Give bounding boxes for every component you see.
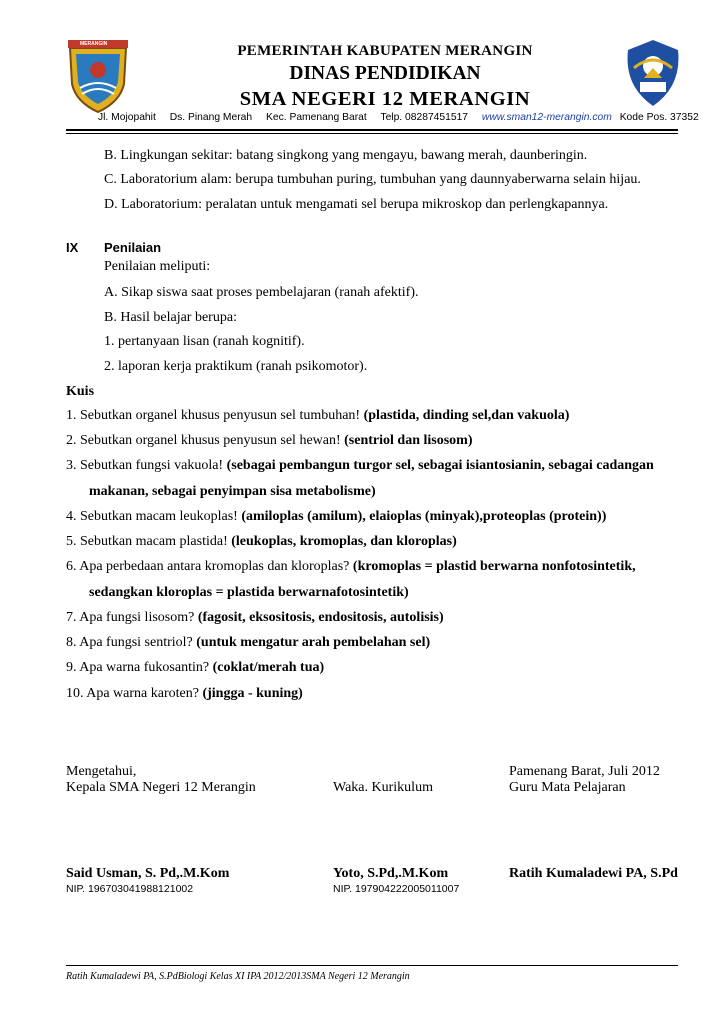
section-number: IX: [66, 240, 79, 255]
address-district: Kec. Pamenang Barat: [265, 112, 367, 123]
quiz-answer-continued: makanan, sebagai penyimpan sisa metabolisme): [89, 484, 376, 499]
quiz-answer: (sebagai pembangun turgor sel, sebagai isiantosianin, sebagai cadangan: [226, 458, 654, 473]
address-postal: Kode Pos. 37352: [619, 112, 699, 123]
website-link[interactable]: www.sman12-merangin.com: [481, 112, 612, 123]
quiz-item: [66, 559, 636, 575]
quiz-answer-continued: sedangkan kloroplas = plastida berwarnafotosintetik): [89, 585, 409, 600]
sig-right-place-date: Pamenang Barat, Juli 2012: [509, 764, 660, 779]
sig-left-nip: NIP. 196703041988121002: [66, 883, 194, 895]
quiz-answer: (jingga - kuning): [202, 686, 303, 701]
sig-middle-nip: NIP. 197904222005011007: [333, 883, 460, 895]
header-department: DINAS PENDIDIKAN: [289, 63, 481, 84]
sig-left-name: Said Usman, S. Pd,.M.Kom: [66, 866, 230, 881]
quiz-question: 4. Sebutkan macam leukoplas!: [66, 509, 242, 524]
quiz-question: 2. Sebutkan organel khusus penyusun sel hewan!: [66, 433, 345, 448]
header-government: PEMERINTAH KABUPATEN MERANGIN: [237, 43, 533, 59]
sig-left-position: Kepala SMA Negeri 12 Merangin: [66, 780, 256, 795]
page-footer: Ratih Kumaladewi PA, S.PdBiologi Kelas XI IPA 2012/2013SMA Negeri 12 Merangin: [66, 971, 410, 982]
footer-rule: [66, 965, 678, 966]
quiz-question: 10. Apa warna karoten?: [66, 686, 203, 701]
header-address: [98, 112, 710, 123]
quiz-item: [66, 660, 324, 676]
quiz-question: 7. Apa fungsi lisosom?: [66, 610, 198, 625]
quiz-item: [66, 534, 457, 550]
quiz-item: [66, 433, 472, 449]
quiz-answer: (sentriol dan lisosom): [344, 433, 473, 448]
assessment-item: A. Sikap siswa saat proses pembelajaran (ranah afektif).: [104, 285, 419, 300]
header-rule-thin: [66, 133, 678, 134]
address-street: Jl. Mojopahit: [98, 112, 156, 123]
sig-left-acknowledge: Mengetahui,: [66, 764, 137, 779]
quiz-item: [66, 458, 654, 474]
quiz-answer: (kromoplas = plastid berwarna nonfotosintetik,: [352, 559, 636, 574]
merangin-emblem-logo: [64, 38, 132, 114]
quiz-question: 6. Apa perbedaan antara kromoplas dan kloroplas?: [66, 559, 353, 574]
quiz-question: 3. Sebutkan fungsi vakuola!: [66, 458, 227, 473]
section-title: Penilaian: [104, 240, 162, 255]
tut-wuri-handayani-logo: [622, 38, 684, 108]
quiz-answer: (fagosit, eksositosis, endositosis, autolisis): [197, 610, 444, 625]
quiz-answer: (plastida, dinding sel,dan vakuola): [363, 408, 570, 423]
quiz-answer: (untuk mengatur arah pembelahan sel): [196, 635, 431, 650]
address-phone: Telp. 08287451517: [380, 112, 469, 123]
quiz-item: [66, 408, 569, 424]
resource-item: B. Lingkungan sekitar: batang singkong yang mengayu, bawang merah, daunberingin.: [104, 148, 588, 163]
quiz-item: [66, 509, 606, 525]
quiz-item: [66, 610, 444, 626]
sig-right-position: Guru Mata Pelajaran: [509, 780, 626, 795]
quiz-title: Kuis: [66, 384, 95, 399]
header-school-name: SMA NEGERI 12 MERANGIN: [239, 88, 531, 110]
quiz-item: [66, 686, 303, 702]
assessment-item: B. Hasil belajar berupa:: [104, 310, 237, 325]
quiz-answer: (leukoplas, kromoplas, dan kloroplas): [231, 534, 457, 549]
quiz-answer: (amiloplas (amilum), elaioplas (minyak),proteoplas (protein)): [241, 509, 607, 524]
quiz-question: 1. Sebutkan organel khusus penyusun sel tumbuhan!: [66, 408, 364, 423]
address-village: Ds. Pinang Merah: [169, 112, 253, 123]
quiz-question: 8. Apa fungsi sentriol?: [66, 635, 197, 650]
resource-item: C. Laboratorium alam: berupa tumbuhan puring, tumbuhan yang daunnyaberwarna selain hijau.: [104, 172, 641, 187]
quiz-question: 9. Apa warna fukosantin?: [66, 660, 213, 675]
sig-middle-name: Yoto, S.Pd,.M.Kom: [333, 866, 449, 881]
assessment-item: 1. pertanyaan lisan (ranah kognitif).: [104, 334, 305, 349]
header-rule-thick: [66, 129, 678, 131]
quiz-answer: (coklat/merah tua): [212, 660, 325, 675]
assessment-item: 2. laporan kerja praktikum (ranah psikomotor).: [104, 359, 368, 374]
resource-item: D. Laboratorium: peralatan untuk mengamati sel berupa mikroskop dan perlengkapannya.: [104, 197, 609, 212]
quiz-item: [66, 635, 430, 651]
logo-caption: MERANGIN: [80, 41, 108, 47]
sig-right-name: Ratih Kumaladewi PA, S.Pd: [509, 866, 678, 881]
section-intro: Penilaian meliputi:: [104, 259, 211, 274]
sig-middle-position: Waka. Kurikulum: [333, 780, 433, 795]
quiz-question: 5. Sebutkan macam plastida!: [66, 534, 232, 549]
